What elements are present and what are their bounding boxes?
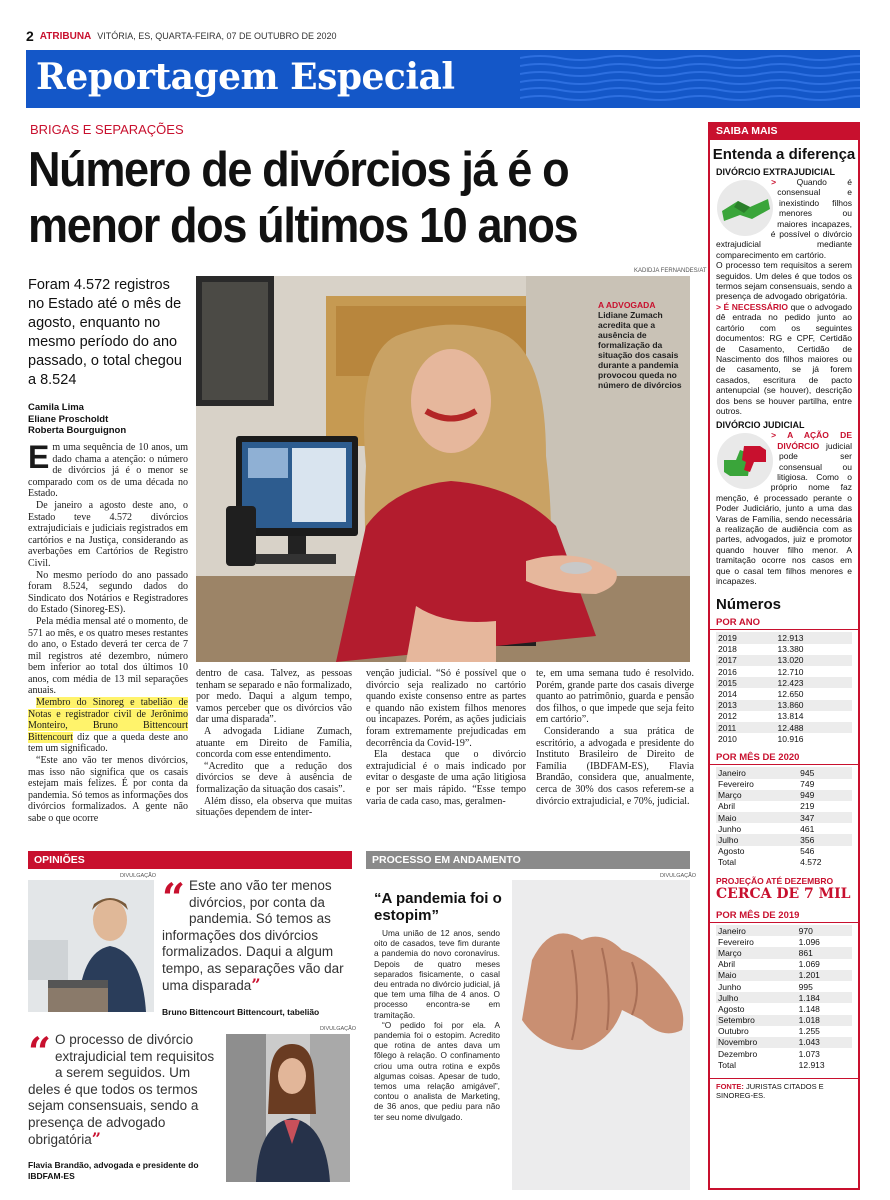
stats-value: 12.650 bbox=[777, 688, 804, 699]
stats-row bbox=[716, 812, 852, 823]
stats-row bbox=[716, 711, 852, 722]
stats-label: 2011 bbox=[716, 722, 766, 733]
stats-label: 2017 bbox=[716, 655, 766, 666]
stats-label: 2019 bbox=[716, 632, 766, 643]
stats-value: 1.184 bbox=[787, 992, 852, 1003]
stats-label: Janeiro bbox=[716, 767, 788, 778]
stats-label: Maio bbox=[716, 812, 788, 823]
source-note bbox=[710, 1078, 858, 1100]
author-list bbox=[28, 402, 198, 437]
sidebar-paragraph-text: que o advogado dê entrada no pedido junto ao cartório com os seguintes documentos: RG e CPF, Certidão de Casamento, Certidão de Nascimento dos filhos maiores ou de casamento, se já forem casados, escritura de pacto antenupcial (se houver), descrição dos bens se houver partilha, entre outros. bbox=[716, 301, 852, 416]
stats-label: 2015 bbox=[716, 677, 766, 688]
source-text: JURISTAS CITADOS E SINOREG-ES. bbox=[716, 1082, 824, 1101]
stats-value: 1.255 bbox=[798, 1026, 820, 1037]
stats-group-label: POR MÊS DE 2019 bbox=[710, 910, 858, 923]
stats-label: Total bbox=[718, 857, 736, 868]
stats-row bbox=[716, 992, 852, 1003]
opinion-signature-2: Flavia Brandão, advogada e presidente do IBDFAM-ES bbox=[28, 1160, 199, 1181]
sidebar-red-lead: A AÇÃO DE DIVÓRCIO bbox=[777, 430, 852, 451]
tabeliao-photo bbox=[28, 880, 154, 1012]
stats-label: Março bbox=[716, 790, 788, 801]
stats-row bbox=[716, 936, 852, 947]
stats-label: Total bbox=[718, 1059, 736, 1070]
sidebar-saiba-mais bbox=[708, 122, 860, 1190]
stats-group-label: POR ANO bbox=[710, 617, 858, 630]
opinion-quote-2 bbox=[28, 1029, 224, 1149]
stats-value: 4.572 bbox=[800, 857, 822, 868]
stats-row bbox=[716, 981, 852, 992]
stats-row bbox=[716, 1048, 852, 1059]
stats-label: Janeiro bbox=[716, 925, 787, 936]
stats-value: 12.710 bbox=[777, 666, 804, 677]
extrajudicial-text bbox=[710, 177, 858, 416]
stats-value: 861 bbox=[787, 947, 852, 958]
stats-row bbox=[716, 722, 852, 733]
judicial-text bbox=[710, 430, 858, 586]
sidebar-paragraph: > É NECESSÁRIO que o advogado dê entrada no pedido junto ao cartório com os seguintes documentos: RG e CPF, Certidão de Casamento, Certidão de Nascimento dos filhos maiores ou de casamento, se já forem casados, escritura de pacto antenupcial (se houver), descrição dos bens se houver partilha, entre outros. bbox=[716, 301, 852, 416]
stats-group-label: POR MÊS DE 2020 bbox=[710, 752, 858, 765]
stats-label: Julho bbox=[716, 834, 788, 845]
stats-row bbox=[716, 779, 852, 790]
stats-row bbox=[716, 677, 852, 688]
stats-label: Fevereiro bbox=[718, 779, 754, 790]
judicial-title: DIVÓRCIO JUDICIAL bbox=[716, 420, 805, 431]
stats-row bbox=[716, 947, 852, 958]
paragraph: Uma união de 12 anos, sendo oito de casados, teve fim durante a pandemia do novo coronavírus. Depois de quatro meses separados fisicamente, o casal deu entrada no divórcio judicial, já que tem uma filha de 4 anos. O processo encontra-se em tramitação. bbox=[374, 928, 500, 1020]
stats-value: 1.069 bbox=[798, 959, 820, 970]
stats-row bbox=[716, 700, 852, 711]
article-headline: Número de divórcios já é o menor dos últimos 10 anos bbox=[28, 143, 578, 253]
stats-value: 995 bbox=[798, 981, 813, 992]
stats-value: 13.380 bbox=[777, 644, 804, 655]
article-column-2 bbox=[196, 668, 352, 819]
stats-row bbox=[716, 733, 852, 744]
stats-value: 1.148 bbox=[798, 1003, 820, 1014]
sidebar-paragraph: O processo tem requisitos a serem seguidos. Um deles é que todos os termos sejam consensuais, sendo a presença de advogado obrigatória. bbox=[716, 260, 852, 302]
stats-row bbox=[716, 644, 852, 655]
highlighted-text: Membro do Sinoreg e tabelião de Notas e registrador civil de Jerônimo Monteiro, Bruno Bittencourt Bittencourt bbox=[28, 697, 188, 743]
opinion-quote-1 bbox=[162, 875, 352, 995]
paragraph: A advogada Lidiane Zumach, atuante em Direito de Família, concorda com esse entendimento. bbox=[196, 725, 352, 761]
paragraph: te, em uma semana tudo é resolvido. Porém, grande parte dos casais diverge quanto ao patrimônio, guarda e pensão dos filhos, o que impede que seja feito em cartório”. bbox=[536, 668, 694, 726]
process-title: “A pandemia foi o estopim” bbox=[374, 890, 502, 924]
advogada-photo bbox=[226, 1034, 350, 1182]
stats-value: 1.073 bbox=[798, 1048, 820, 1059]
thumbs-up-down-icon bbox=[716, 432, 774, 490]
stats-label: 2016 bbox=[718, 666, 737, 677]
stats-label: Setembro bbox=[716, 1015, 787, 1026]
page-header-line bbox=[26, 26, 860, 46]
opinions-header: OPINIÕES bbox=[28, 851, 352, 869]
stats-value: 12.488 bbox=[766, 722, 852, 733]
stats-row bbox=[716, 970, 852, 981]
stats-row bbox=[716, 655, 852, 666]
stats-title: Números bbox=[716, 596, 782, 614]
paragraph-text: m uma sequência de 10 anos, um dado chama a atenção: o número de divórcios já é o menor se comparado com os de uma década no Estado. bbox=[28, 442, 188, 500]
handshake-icon bbox=[716, 179, 774, 237]
source-label: FONTE: bbox=[716, 1082, 744, 1092]
stats-value: 1.201 bbox=[787, 970, 852, 981]
page-number: 2 bbox=[26, 28, 34, 44]
stats-label: Agosto bbox=[718, 846, 745, 857]
hand-photo bbox=[512, 880, 690, 1190]
stats-label: 2018 bbox=[718, 644, 737, 655]
article-kicker: BRIGAS E SEPARAÇÕES bbox=[30, 122, 184, 137]
stats-value: 546 bbox=[800, 846, 815, 857]
stats-label: Junho bbox=[718, 981, 742, 992]
article-column-4 bbox=[536, 668, 694, 807]
stats-table-2020 bbox=[716, 767, 852, 868]
sidebar-title: Entenda a diferença bbox=[712, 146, 856, 163]
quote-close-icon: ” bbox=[91, 1129, 101, 1148]
process-header: PROCESSO EM ANDAMENTO bbox=[366, 851, 690, 869]
dropcap: E bbox=[28, 439, 50, 475]
stats-row bbox=[716, 959, 852, 970]
paragraph: Pela média mensal até o momento, de 571 ao mês, e os quatro meses restantes do ano, o Estado deverá ter cerca de 7 mil registros até dezembro, número bem inferior ao total dos últimos 10 anos, com média de 13 mil separações anuais. bbox=[28, 615, 188, 697]
opinion-signature-1: Bruno Bittencourt Bittencourt, tabelião bbox=[162, 1007, 320, 1017]
article-column-3 bbox=[366, 668, 526, 807]
stats-value: 13.814 bbox=[777, 711, 804, 722]
stats-row bbox=[716, 1003, 852, 1014]
tabeliao-photo-illustration bbox=[28, 880, 154, 1012]
quote-mark-icon: “ bbox=[28, 1029, 52, 1076]
section-title: Reportagem Especial bbox=[36, 56, 455, 98]
stats-value: 970 bbox=[787, 925, 852, 936]
sidebar-header: SAIBA MAIS bbox=[710, 122, 858, 140]
paragraph: venção judicial. “Só é possível que o divórcio seja realizado no cartório quando existe consenso entre as partes e quando não existem filhos menores ou incapazes. Porém, as ações judiciais foram extremamente prejudicadas em decorrência da Covid-19”. bbox=[366, 668, 526, 749]
stats-label: Junho bbox=[718, 823, 742, 834]
sidebar-paragraph: > A AÇÃO DE DIVÓRCIO judicial pode ser consensual ou litigiosa. Como o próprio nome faz menção, é processado perante o Poder Judiciário, junto a uma das Varas de Família, sendo necessária a realização de audiência com as partes, advogados, juiz e promotor quando houver filho menor. A tramitação ocorre nos casos em que o casal tem filhos menores e incapazes. bbox=[716, 430, 852, 587]
stats-label: 2012 bbox=[718, 711, 737, 722]
projection-value: CERCA DE 7 MIL bbox=[716, 886, 851, 902]
advogada-photo-illustration bbox=[226, 1034, 350, 1182]
stats-row bbox=[716, 688, 852, 699]
stats-label: 2013 bbox=[716, 700, 766, 711]
stats-row bbox=[716, 632, 852, 643]
paragraph bbox=[28, 697, 188, 755]
stats-label: Julho bbox=[716, 992, 787, 1003]
stats-value: 945 bbox=[788, 767, 852, 778]
wave-pattern-icon bbox=[520, 50, 860, 108]
stats-label: Dezembro bbox=[718, 1048, 758, 1059]
stats-row bbox=[716, 1015, 852, 1026]
photo-credit: KADIDJA FERNANDES/AT bbox=[634, 268, 707, 274]
sidebar-paragraph-text: Quando é consensual e inexistindo filhos menores ou maiores incapazes, é possível o divórcio extrajudicial mediante comparecimento em cartório. bbox=[716, 177, 853, 260]
stats-value: 461 bbox=[800, 823, 815, 834]
stats-row bbox=[716, 1059, 852, 1070]
paragraph bbox=[28, 439, 188, 500]
stats-label: Agosto bbox=[718, 1003, 745, 1014]
projection-label: PROJEÇÃO ATÉ DEZEMBRO bbox=[716, 876, 834, 886]
paragraph: De janeiro a agosto deste ano, o Estado teve 4.572 divórcios extrajudiciais e judiciais registrados em cartórios e na Justiça, considerando as averbações em Cartórios de Registro Civil. bbox=[28, 499, 188, 569]
stats-value: 1.096 bbox=[798, 936, 820, 947]
quote-close-icon: ” bbox=[251, 975, 261, 994]
sidebar-paragraph-text: judicial pode ser consensual ou litigiosa. Como o próprio nome faz menção, é processado perante o Poder Judiciário, junto a uma das Varas de Família, sendo necessária a realização de audiência com as partes, advogados, juiz e promotor quando houver filho menor. A tramitação ocorre nos casos em que o casal tem filhos menores e incapazes. bbox=[716, 440, 852, 587]
stats-value: 347 bbox=[788, 812, 852, 823]
stats-row bbox=[716, 1037, 852, 1048]
stats-label: Maio bbox=[716, 970, 787, 981]
stats-row bbox=[716, 666, 852, 677]
stats-label: Abril bbox=[718, 959, 736, 970]
stats-label: Abril bbox=[718, 801, 736, 812]
photo-credit: DIVULGAÇÃO bbox=[120, 873, 157, 879]
stats-value: 12.423 bbox=[766, 677, 852, 688]
extrajudicial-title: DIVÓRCIO EXTRAJUDICIAL bbox=[716, 167, 836, 177]
process-body bbox=[374, 928, 500, 1122]
article-column-1 bbox=[28, 439, 188, 825]
stats-row bbox=[716, 1026, 852, 1037]
stats-row bbox=[716, 846, 852, 857]
paragraph: Considerando a sua prática de escritório, a advogada e presidente do Instituto Brasileiro de Direito de Família (IBDFAM-ES), Flavia Brandão, considera que, anualmente, cerca de 30% dos casos referem-se a divórcio extrajudicial, e 70%, judicial. bbox=[536, 725, 694, 807]
sidebar-paragraph: > Quando é consensual e inexistindo filhos menores ou maiores incapazes, é possível o divórcio extrajudicial mediante comparecimento em cartório. bbox=[716, 177, 853, 260]
hand-photo-illustration bbox=[512, 880, 690, 1190]
author-name: Eliane Proscholdt bbox=[28, 413, 109, 425]
stats-row bbox=[716, 801, 852, 812]
photo-credit: DIVULGAÇÃO bbox=[660, 873, 697, 879]
stats-row bbox=[716, 857, 852, 868]
stats-value: 356 bbox=[788, 834, 852, 845]
stats-label: Outubro bbox=[718, 1026, 749, 1037]
paragraph: “Este ano vão ter menos divórcios, mas isso não significa que os casais estejam mais felizes. É por conta da pandemia. Só temos as informações dos divórcios formalizados. A gente não sabe o que ocorre bbox=[28, 755, 188, 824]
stats-row bbox=[716, 925, 852, 936]
paragraph: Além disso, ela observa que muitas situações dependem de inter- bbox=[196, 795, 352, 819]
stats-value: 749 bbox=[800, 779, 815, 790]
stats-row bbox=[716, 823, 852, 834]
stats-row bbox=[716, 767, 852, 778]
sidebar-red-lead: É NECESSÁRIO bbox=[723, 301, 788, 312]
stats-table-por-ano bbox=[716, 632, 852, 744]
stats-value: 1.018 bbox=[787, 1015, 852, 1026]
stats-row bbox=[716, 790, 852, 801]
stats-value: 13.020 bbox=[766, 655, 852, 666]
stats-label: Março bbox=[716, 947, 787, 958]
quote-text: O processo de divórcio extrajudicial tem requisitos a serem seguidos. Um deles é que todos os termos sejam consensuais, sendo a presença de advogado obrigatória bbox=[28, 1032, 215, 1147]
stats-label: 2014 bbox=[718, 688, 737, 699]
dateline: VITÓRIA, ES, QUARTA-FEIRA, 07 DE OUTUBRO DE 2020 bbox=[97, 31, 337, 41]
paragraph: dentro de casa. Talvez, as pessoas tenham se separado e não formalizado, por medo. Daqui a algum tempo, vamos perceber que os divórcios vão dar uma disparada”. bbox=[196, 668, 352, 726]
newspaper-brand: ATRIBUNA bbox=[39, 30, 92, 42]
stats-value: 12.913 bbox=[766, 632, 852, 643]
paragraph: “Acredito que a redução dos divórcios se deve à ausência de formalização da situação dos casais”. bbox=[196, 760, 352, 795]
paragraph-text: diz que a queda deste ano tem um significado. bbox=[28, 731, 188, 755]
stats-value: 13.860 bbox=[766, 700, 852, 711]
stats-row bbox=[716, 834, 852, 845]
stats-value: 10.916 bbox=[777, 733, 804, 744]
stats-value: 219 bbox=[800, 801, 815, 812]
author-name: Roberta Bourguignon bbox=[28, 425, 127, 436]
stats-table-2019 bbox=[716, 925, 852, 1070]
article-lead: Foram 4.572 registros no Estado até o mês de agosto, enquanto no mesmo período do ano passado, o total chegou a 8.524 bbox=[28, 277, 182, 388]
paragraph: Ela destaca que o divórcio extrajudicial é o mais indicado por evitar o desgaste de uma ação litigiosa e por ser mais rápido. “Esse tempo varia de cada caso, mas, geralmen- bbox=[366, 749, 526, 807]
photo-caption-label: A ADVOGADA bbox=[598, 300, 656, 310]
quote-text: Este ano vão ter menos divórcios, por conta da pandemia. Só temos as informações dos divórcios formalizados. Daqui a algum tempo, as separações vão dar uma disparada bbox=[162, 878, 344, 993]
photo-caption-text: Lidiane Zumach acredita que a ausência de formalização da situação dos casais durante a pandemia provocou queda no número de divórcios bbox=[598, 310, 682, 390]
stats-label: 2010 bbox=[718, 733, 737, 744]
stats-label: Fevereiro bbox=[718, 936, 754, 947]
stats-value: 1.043 bbox=[787, 1037, 852, 1048]
author-name: Camila Lima bbox=[28, 402, 84, 413]
quote-mark-icon: “ bbox=[162, 875, 186, 922]
stats-value: 949 bbox=[788, 790, 852, 801]
stats-value: 12.913 bbox=[798, 1059, 825, 1070]
photo-caption bbox=[598, 300, 684, 390]
stats-label: Novembro bbox=[716, 1037, 787, 1048]
paragraph: No mesmo período do ano passado foram 8.524, segundo dados do Sindicato dos Notários e Registradores do Estado (Sinoreg-ES). bbox=[28, 569, 188, 616]
paragraph: “O pedido foi por ela. A pandemia foi o estopim. Acredito que rotina de antes dava um fôlego à relação. O confinamento criou uma outra rotina e expôs algumas coisas. Apesar de tudo, temos uma relação amigável”, contou o analista de Marketing, de 36 anos, que pediu para não ter seu nome divulgado. bbox=[374, 1019, 500, 1122]
section-banner bbox=[26, 50, 860, 108]
photo-credit: DIVULGAÇÃO bbox=[320, 1026, 357, 1032]
